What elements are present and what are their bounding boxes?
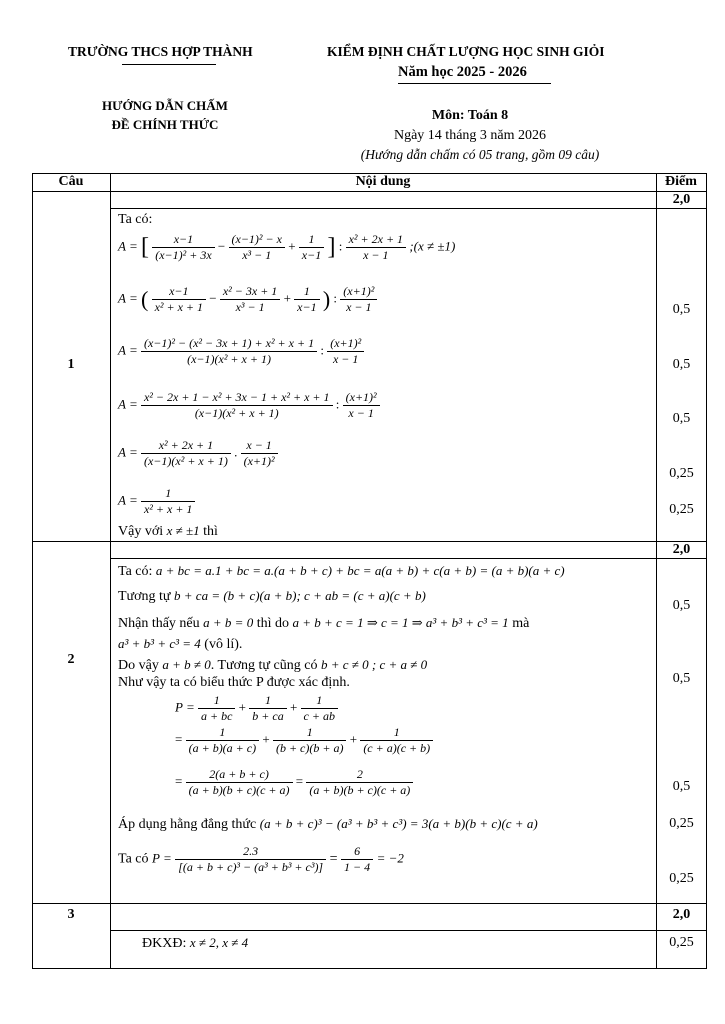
exam-title: KIỂM ĐỊNH CHẤT LƯỢNG HỌC SINH GIỎI	[327, 44, 605, 59]
exam-date: Ngày 14 tháng 3 năm 2026	[393, 128, 547, 143]
doc-note: (Hướng dẫn chấm có 05 trang, gồm 09 câu)	[360, 147, 600, 162]
q1-intro: Ta có:	[118, 212, 153, 227]
q1-line3: A = $\frac{\text{(x−1)² − (x² − 3x + 1) + x² + x + 1}}{\text{(x−1)(x² + x + 1)}}$ : $\frac{\text{(x+1)²}}{x - 1}$	[118, 336, 364, 367]
q1-line6: A = $\frac{1}{\text{x² + x + 1}}$	[118, 486, 195, 517]
school-underline	[122, 64, 216, 65]
q2-line5: Do vậy a + b ≠ 0. Tương tự cũng có b + c ≠ 0 ; c + a ≠ 0	[118, 657, 428, 673]
school-name: TRƯỜNG THCS HỢP THÀNH	[68, 44, 253, 59]
q1-line4: A = $\frac{\text{x² − 2x + 1 − x² + 3x − 1 + x² + x + 1}}{\text{(x−1)(x² + x + 1)}}$ : $\frac{\text{(x+1)²}}{x - 1}$	[118, 390, 380, 421]
q2-points-5: 0,25	[669, 871, 694, 886]
col-header-points: Điểm	[665, 174, 697, 189]
q1-line5: A = $\frac{\text{x² + 2x + 1}}{\text{(x−1)(x² + x + 1)}}$ . $\frac{x - 1}{\text{(x+1)²}}$	[118, 438, 278, 469]
doc-type-2: ĐỀ CHÍNH THỨC	[111, 117, 219, 132]
q2-p-line3: = $\frac{2(a + b + c)}{(a + b)(b + c)(c + a)}$ = $\frac{2}{(a + b)(b + c)(c + a)}$	[175, 767, 413, 798]
q2-line4: a³ + b³ + c³ = 4 (vô lí).	[118, 636, 243, 652]
q1-line1: A = [ $\frac{x-1}{\text{(x−1)² + 3x}}$ − $\frac{\text{(x−1)² − x}}{\text{x³ − 1}}$ + $\frac{1}{x-1}$ ] : $\frac{\text{x² + 2x + 1}}{x - 1}$ ;(x ≠ ±1)	[118, 232, 456, 262]
q2-points-2: 0,5	[672, 671, 691, 686]
q1-points-1: 0,5	[672, 302, 691, 317]
q3-total-points: 2,0	[672, 907, 691, 922]
year-underline	[398, 83, 551, 84]
q1-line2: A = ( $\frac{x-1}{\text{x² + x + 1}}$ − $\frac{\text{x² − 3x + 1}}{\text{x³ − 1}}$ + $\frac{1}{x-1}$ ) : $\frac{\text{(x+1)²}}{x - 1}$	[118, 284, 377, 315]
school-year: Năm học 2025 - 2026	[398, 64, 527, 80]
col-header-content: Nội dung	[355, 174, 411, 189]
q2-line8: Ta có P = $\frac{2.3}{\text{[(a + b + c)³ − (a³ + b³ + c³)]}}$ = $\frac{6}{1 - 4}$ = −2	[118, 844, 404, 874]
q3-points-1: 0,25	[669, 935, 694, 950]
q2-line1: Ta có: a + bc = a.1 + bc = a.(a + b + c) + bc = a(a + b) + c(a + b) = (a + b)(a + c)	[118, 563, 565, 579]
q2-points-4: 0,25	[669, 816, 694, 831]
q1-points-5: 0,25	[669, 502, 694, 517]
question-number-2: 2	[67, 652, 75, 667]
q2-line6: Như vậy ta có biểu thức P được xác định.	[118, 675, 350, 690]
q1-points-2: 0,5	[672, 357, 691, 372]
q1-total-points: 2,0	[672, 192, 691, 207]
q2-line3: Nhận thấy nếu a + b = 0 thì do a + b + c = 1 ⇒ c = 1 ⇒ a³ + b³ + c³ = 1 mà	[118, 615, 530, 631]
q2-points-1: 0,5	[672, 598, 691, 613]
q2-line2: Tương tự b + ca = (b + c)(a + b); c + ab = (c + a)(c + b)	[118, 588, 426, 604]
question-number-1: 1	[67, 357, 75, 372]
subject: Môn: Toán 8	[431, 108, 509, 123]
q1-points-3: 0,5	[672, 411, 691, 426]
q2-points-3: 0,5	[672, 779, 691, 794]
q2-total-points: 2,0	[672, 542, 691, 557]
q2-line7: Áp dụng hằng đẳng thức (a + b + c)³ − (a³ + b³ + c³) = 3(a + b)(b + c)(c + a)	[118, 816, 538, 832]
doc-type-1: HƯỚNG DẪN CHẤM	[102, 98, 228, 113]
q3-dkxd: ĐKXĐ: x ≠ 2, x ≠ 4	[142, 935, 249, 951]
q2-p-line1: P = $\frac{1}{a + bc}$ + $\frac{1}{b + ca}$ + $\frac{1}{c + ab}$	[175, 693, 338, 724]
q1-points-4: 0,25	[669, 466, 694, 481]
col-header-question: Câu	[58, 174, 84, 189]
q2-p-line2: = $\frac{1}{(a + b)(a + c)}$ + $\frac{1}{(b + c)(b + a)}$ + $\frac{1}{(c + a)(c + b)}$	[175, 725, 433, 756]
q1-conclusion: Vậy với x ≠ ±1 thì	[118, 523, 218, 539]
question-number-3: 3	[67, 907, 75, 922]
